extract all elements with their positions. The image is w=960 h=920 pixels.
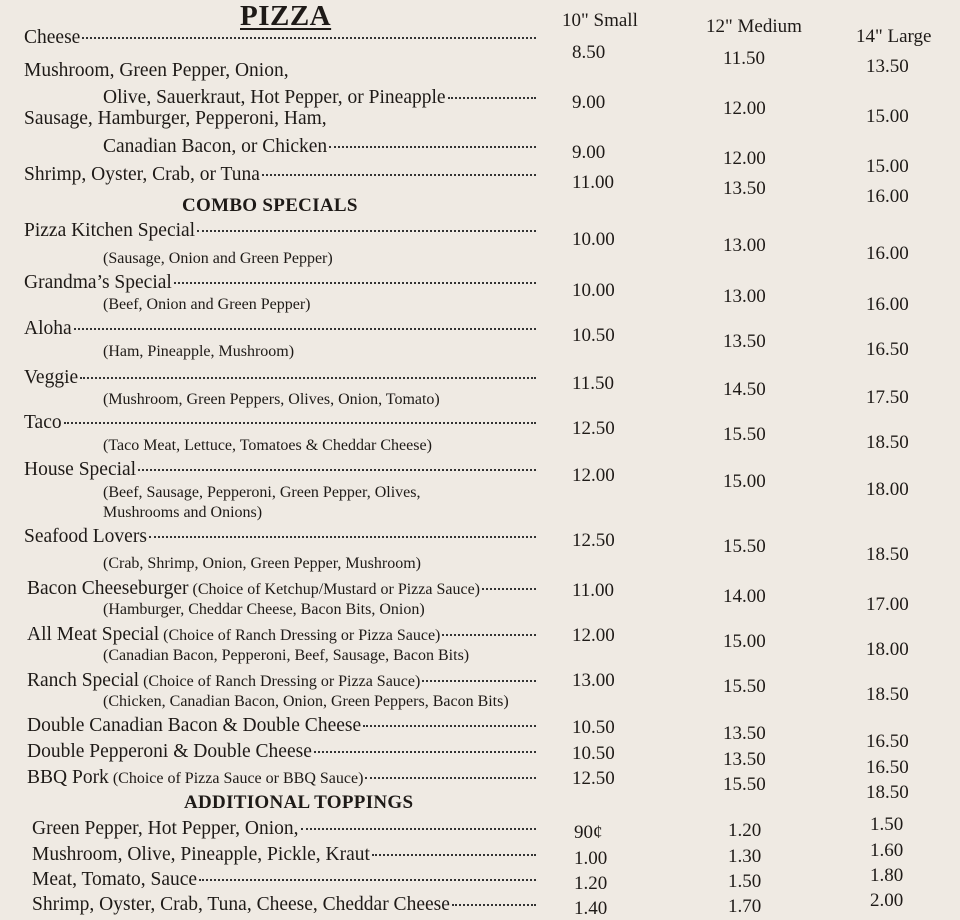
price-small: 11.00 [572, 580, 615, 601]
price-large: 2.00 [870, 890, 904, 911]
menu-item [24, 27, 538, 49]
topping-item [32, 844, 538, 866]
price-small: 10.50 [572, 325, 615, 346]
price-small: 90¢ [574, 822, 603, 843]
price-medium: 14.00 [723, 586, 766, 607]
price-small: 1.20 [574, 873, 608, 894]
menu-item [24, 164, 538, 186]
leader-dots [138, 469, 536, 471]
combo-item [24, 220, 538, 242]
column-header-medium: 12" Medium [706, 16, 802, 37]
item-description: (Beef, Onion and Green Pepper) [103, 296, 311, 313]
item-name: All Meat Special [27, 624, 160, 645]
price-small: 12.00 [572, 625, 615, 646]
price-small: 12.00 [572, 465, 615, 486]
price-small: 9.00 [572, 92, 606, 113]
item-description: Mushrooms and Onions) [103, 504, 263, 521]
item-name: Bacon Cheeseburger [27, 578, 189, 599]
leader-dots [64, 422, 536, 424]
price-large: 17.00 [866, 594, 909, 615]
price-large: 15.00 [866, 106, 909, 127]
item-name: Cheese [24, 27, 81, 48]
price-large: 16.50 [866, 339, 909, 360]
price-medium: 13.50 [723, 749, 766, 770]
item-name: Aloha [24, 318, 72, 339]
price-small: 12.50 [572, 530, 615, 551]
item-name: BBQ Pork [27, 767, 109, 788]
item-description: (Canadian Bacon, Pepperoni, Beef, Sausage, Bacon Bits) [103, 647, 470, 664]
combo-item [27, 670, 538, 692]
price-large: 15.00 [866, 156, 909, 177]
price-medium: 12.00 [723, 98, 766, 119]
price-medium: 1.70 [728, 896, 762, 917]
leader-dots [314, 751, 536, 753]
item-name: Meat, Tomato, Sauce [32, 869, 198, 890]
combo-item [24, 318, 538, 340]
price-small: 11.00 [572, 172, 615, 193]
item-name: Shrimp, Oyster, Crab, or Tuna [24, 164, 260, 185]
item-name: Pizza Kitchen Special [24, 220, 196, 241]
leader-dots [329, 146, 536, 148]
item-name: Olive, Sauerkraut, Hot Pepper, or Pineapple [103, 87, 446, 108]
leader-dots [442, 634, 536, 636]
item-name: Taco [24, 412, 62, 433]
leader-dots [199, 879, 536, 881]
menu-item [103, 136, 538, 158]
leader-dots [422, 680, 536, 682]
combo-item [27, 624, 538, 646]
item-name: Grandma’s Special [24, 272, 172, 293]
item-name: Double Canadian Bacon & Double Cheese [27, 715, 362, 736]
combo-item [24, 412, 538, 434]
combo-item [27, 767, 538, 789]
price-large: 18.50 [866, 782, 909, 803]
price-large: 18.00 [866, 639, 909, 660]
leader-dots [74, 328, 536, 330]
leader-dots [482, 588, 536, 590]
topping-item [32, 869, 538, 891]
price-medium: 13.00 [723, 235, 766, 256]
price-medium: 15.00 [723, 471, 766, 492]
price-small: 1.40 [574, 898, 608, 919]
price-large: 18.50 [866, 544, 909, 565]
price-large: 16.50 [866, 757, 909, 778]
item-name: House Special [24, 459, 137, 480]
item-name: Double Pepperoni & Double Cheese [27, 741, 312, 762]
price-large: 1.60 [870, 840, 904, 861]
price-large: 17.50 [866, 387, 909, 408]
leader-dots [452, 904, 536, 906]
price-large: 13.50 [866, 56, 909, 77]
leader-dots [301, 828, 537, 830]
price-small: 12.50 [572, 418, 615, 439]
price-medium: 13.00 [723, 286, 766, 307]
leader-dots [80, 377, 536, 379]
item-name: Canadian Bacon, or Chicken [103, 136, 328, 157]
price-medium: 15.50 [723, 536, 766, 557]
leader-dots [174, 282, 536, 284]
leader-dots [448, 97, 536, 99]
price-small: 1.00 [574, 848, 608, 869]
item-name: Sausage, Hamburger, Pepperoni, Ham, [24, 108, 327, 129]
item-description: (Crab, Shrimp, Onion, Green Pepper, Mushroom) [103, 555, 421, 572]
item-description: (Hamburger, Cheddar Cheese, Bacon Bits, Onion) [103, 601, 425, 618]
leader-dots [365, 777, 536, 779]
price-small: 11.50 [572, 373, 615, 394]
section-title-toppings: ADDITIONAL TOPPINGS [184, 792, 414, 813]
combo-item [27, 741, 538, 763]
combo-item [24, 459, 538, 481]
item-description: (Sausage, Onion and Green Pepper) [103, 250, 333, 267]
combo-item [27, 578, 538, 600]
price-medium: 15.00 [723, 631, 766, 652]
price-medium: 13.50 [723, 331, 766, 352]
price-large: 1.50 [870, 814, 904, 835]
item-note: (Choice of Ketchup/Mustard or Pizza Sauce) [188, 581, 481, 598]
item-description: (Beef, Sausage, Pepperoni, Green Pepper, Olives, [103, 484, 421, 501]
price-medium: 13.50 [723, 723, 766, 744]
leader-dots [197, 230, 536, 232]
item-note: (Choice of Ranch Dressing or Pizza Sauce) [159, 627, 441, 644]
combo-item [24, 367, 538, 389]
price-large: 16.00 [866, 294, 909, 315]
price-small: 9.00 [572, 142, 606, 163]
price-medium: 12.00 [723, 148, 766, 169]
combo-item [24, 526, 538, 548]
price-medium: 15.50 [723, 424, 766, 445]
price-medium: 15.50 [723, 676, 766, 697]
page-title: PIZZA [240, 0, 332, 32]
item-name: Mushroom, Green Pepper, Onion, [24, 60, 289, 81]
item-name: Veggie [24, 367, 79, 388]
price-medium: 15.50 [723, 774, 766, 795]
price-medium: 11.50 [723, 48, 766, 69]
item-name: Green Pepper, Hot Pepper, Onion, [32, 818, 299, 839]
price-small: 10.00 [572, 229, 615, 250]
leader-dots [372, 854, 536, 856]
price-small: 8.50 [572, 42, 606, 63]
section-title-combo: COMBO SPECIALS [182, 195, 358, 216]
item-name: Mushroom, Olive, Pineapple, Pickle, Kraut [32, 844, 370, 865]
price-medium: 13.50 [723, 178, 766, 199]
price-small: 10.50 [572, 717, 615, 738]
price-large: 16.50 [866, 731, 909, 752]
item-name: Ranch Special [27, 670, 140, 691]
price-medium: 14.50 [723, 379, 766, 400]
item-note: (Choice of Pizza Sauce or BBQ Sauce) [108, 770, 364, 787]
price-large: 16.00 [866, 243, 909, 264]
leader-dots [262, 174, 536, 176]
menu-item [103, 87, 538, 109]
leader-dots [149, 536, 536, 538]
price-large: 1.80 [870, 865, 904, 886]
price-small: 13.00 [572, 670, 615, 691]
item-description: (Ham, Pineapple, Mushroom) [103, 343, 295, 360]
price-small: 10.00 [572, 280, 615, 301]
item-name: Shrimp, Oyster, Crab, Tuna, Cheese, Cheddar Cheese [32, 894, 450, 915]
item-note: (Choice of Ranch Dressing or Pizza Sauce) [139, 673, 421, 690]
price-medium: 1.20 [728, 820, 762, 841]
price-small: 10.50 [572, 743, 615, 764]
price-large: 16.00 [866, 186, 909, 207]
topping-item [32, 894, 538, 916]
column-header-large: 14" Large [856, 26, 932, 47]
price-large: 18.50 [866, 684, 909, 705]
leader-dots [363, 725, 536, 727]
combo-item [27, 715, 538, 737]
column-header-small: 10" Small [562, 10, 638, 31]
item-description: (Chicken, Canadian Bacon, Onion, Green Peppers, Bacon Bits) [103, 693, 509, 710]
price-medium: 1.50 [728, 871, 762, 892]
topping-item [32, 818, 538, 840]
item-name: Seafood Lovers [24, 526, 147, 547]
price-large: 18.00 [866, 479, 909, 500]
price-large: 18.50 [866, 432, 909, 453]
price-small: 12.50 [572, 768, 615, 789]
item-description: (Taco Meat, Lettuce, Tomatoes & Cheddar Cheese) [103, 437, 432, 454]
leader-dots [82, 37, 536, 39]
combo-item [24, 272, 538, 294]
price-medium: 1.30 [728, 846, 762, 867]
item-description: (Mushroom, Green Peppers, Olives, Onion, Tomato) [103, 391, 440, 408]
